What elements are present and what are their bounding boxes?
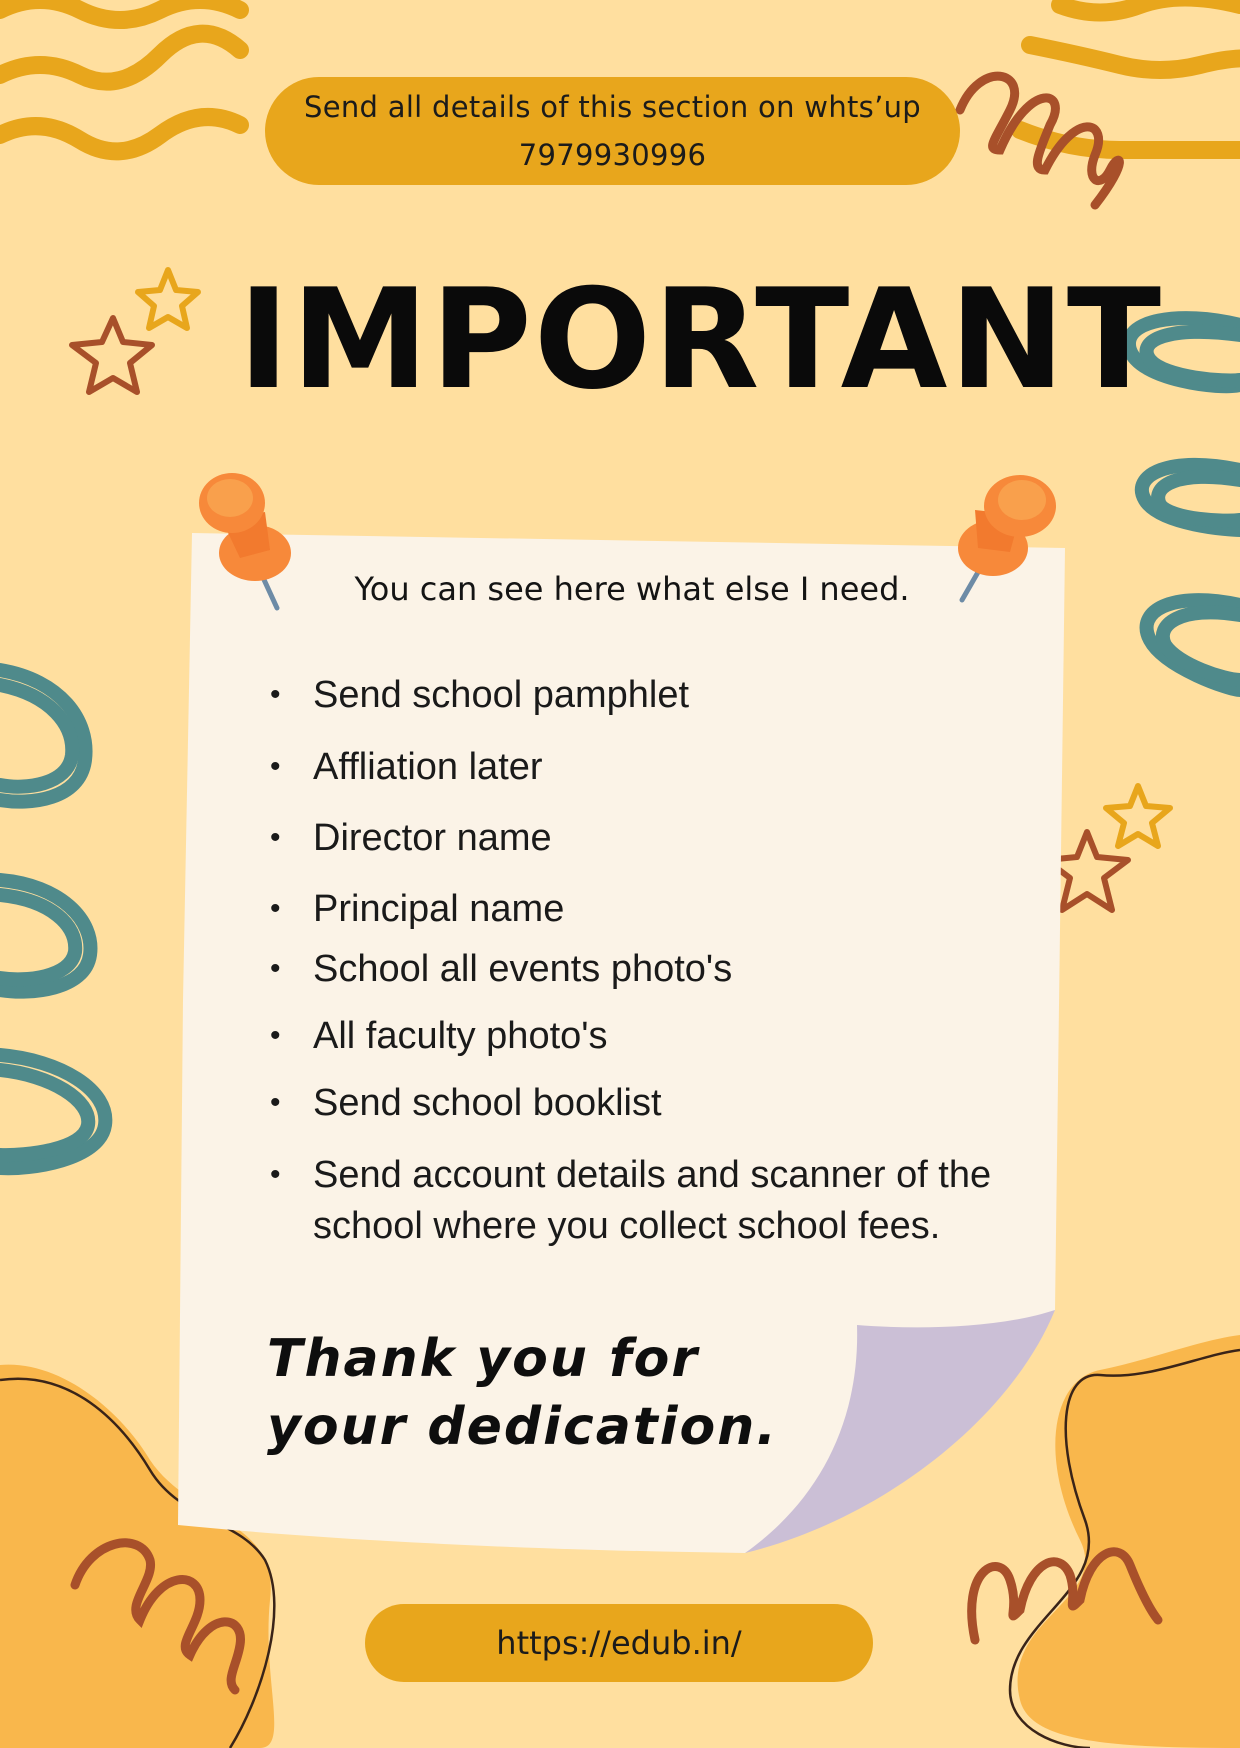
list-item-label: Affliation later (313, 746, 543, 788)
thank-you-message (267, 1325, 778, 1461)
list-item-label: school where you collect school fees. (313, 1205, 941, 1247)
thank-you-line-1: Thank you for (267, 1329, 700, 1389)
list-item-label: All faculty photo's (313, 1015, 608, 1057)
list-item-label: Send account details and scanner of the (313, 1154, 992, 1196)
page-title: IMPORTANT (238, 259, 1164, 420)
spring-top-right (960, 76, 1119, 205)
thank-you-line-2: your dedication. (267, 1397, 779, 1457)
scribble-left (0, 670, 105, 1168)
website-link[interactable]: https://edub.in/ (365, 1604, 873, 1682)
blob-bottom-right (1010, 1335, 1240, 1748)
list-item-label: Send school pamphlet (313, 674, 690, 716)
stars-right (1046, 786, 1170, 910)
list-item-label: Director name (313, 817, 552, 859)
list-item-label: Send school booklist (313, 1082, 662, 1124)
whatsapp-banner (265, 77, 960, 185)
whatsapp-number: 7979930996 (518, 138, 707, 172)
stars-top-left (72, 270, 198, 392)
list-item-label: Principal name (313, 888, 565, 930)
wave-top-left (0, 0, 240, 151)
list-item-label: School all events photo's (313, 948, 733, 990)
note-subtitle: You can see here what else I need. (354, 570, 910, 608)
whatsapp-banner-text: Send all details of this section on whts’up (304, 90, 921, 124)
